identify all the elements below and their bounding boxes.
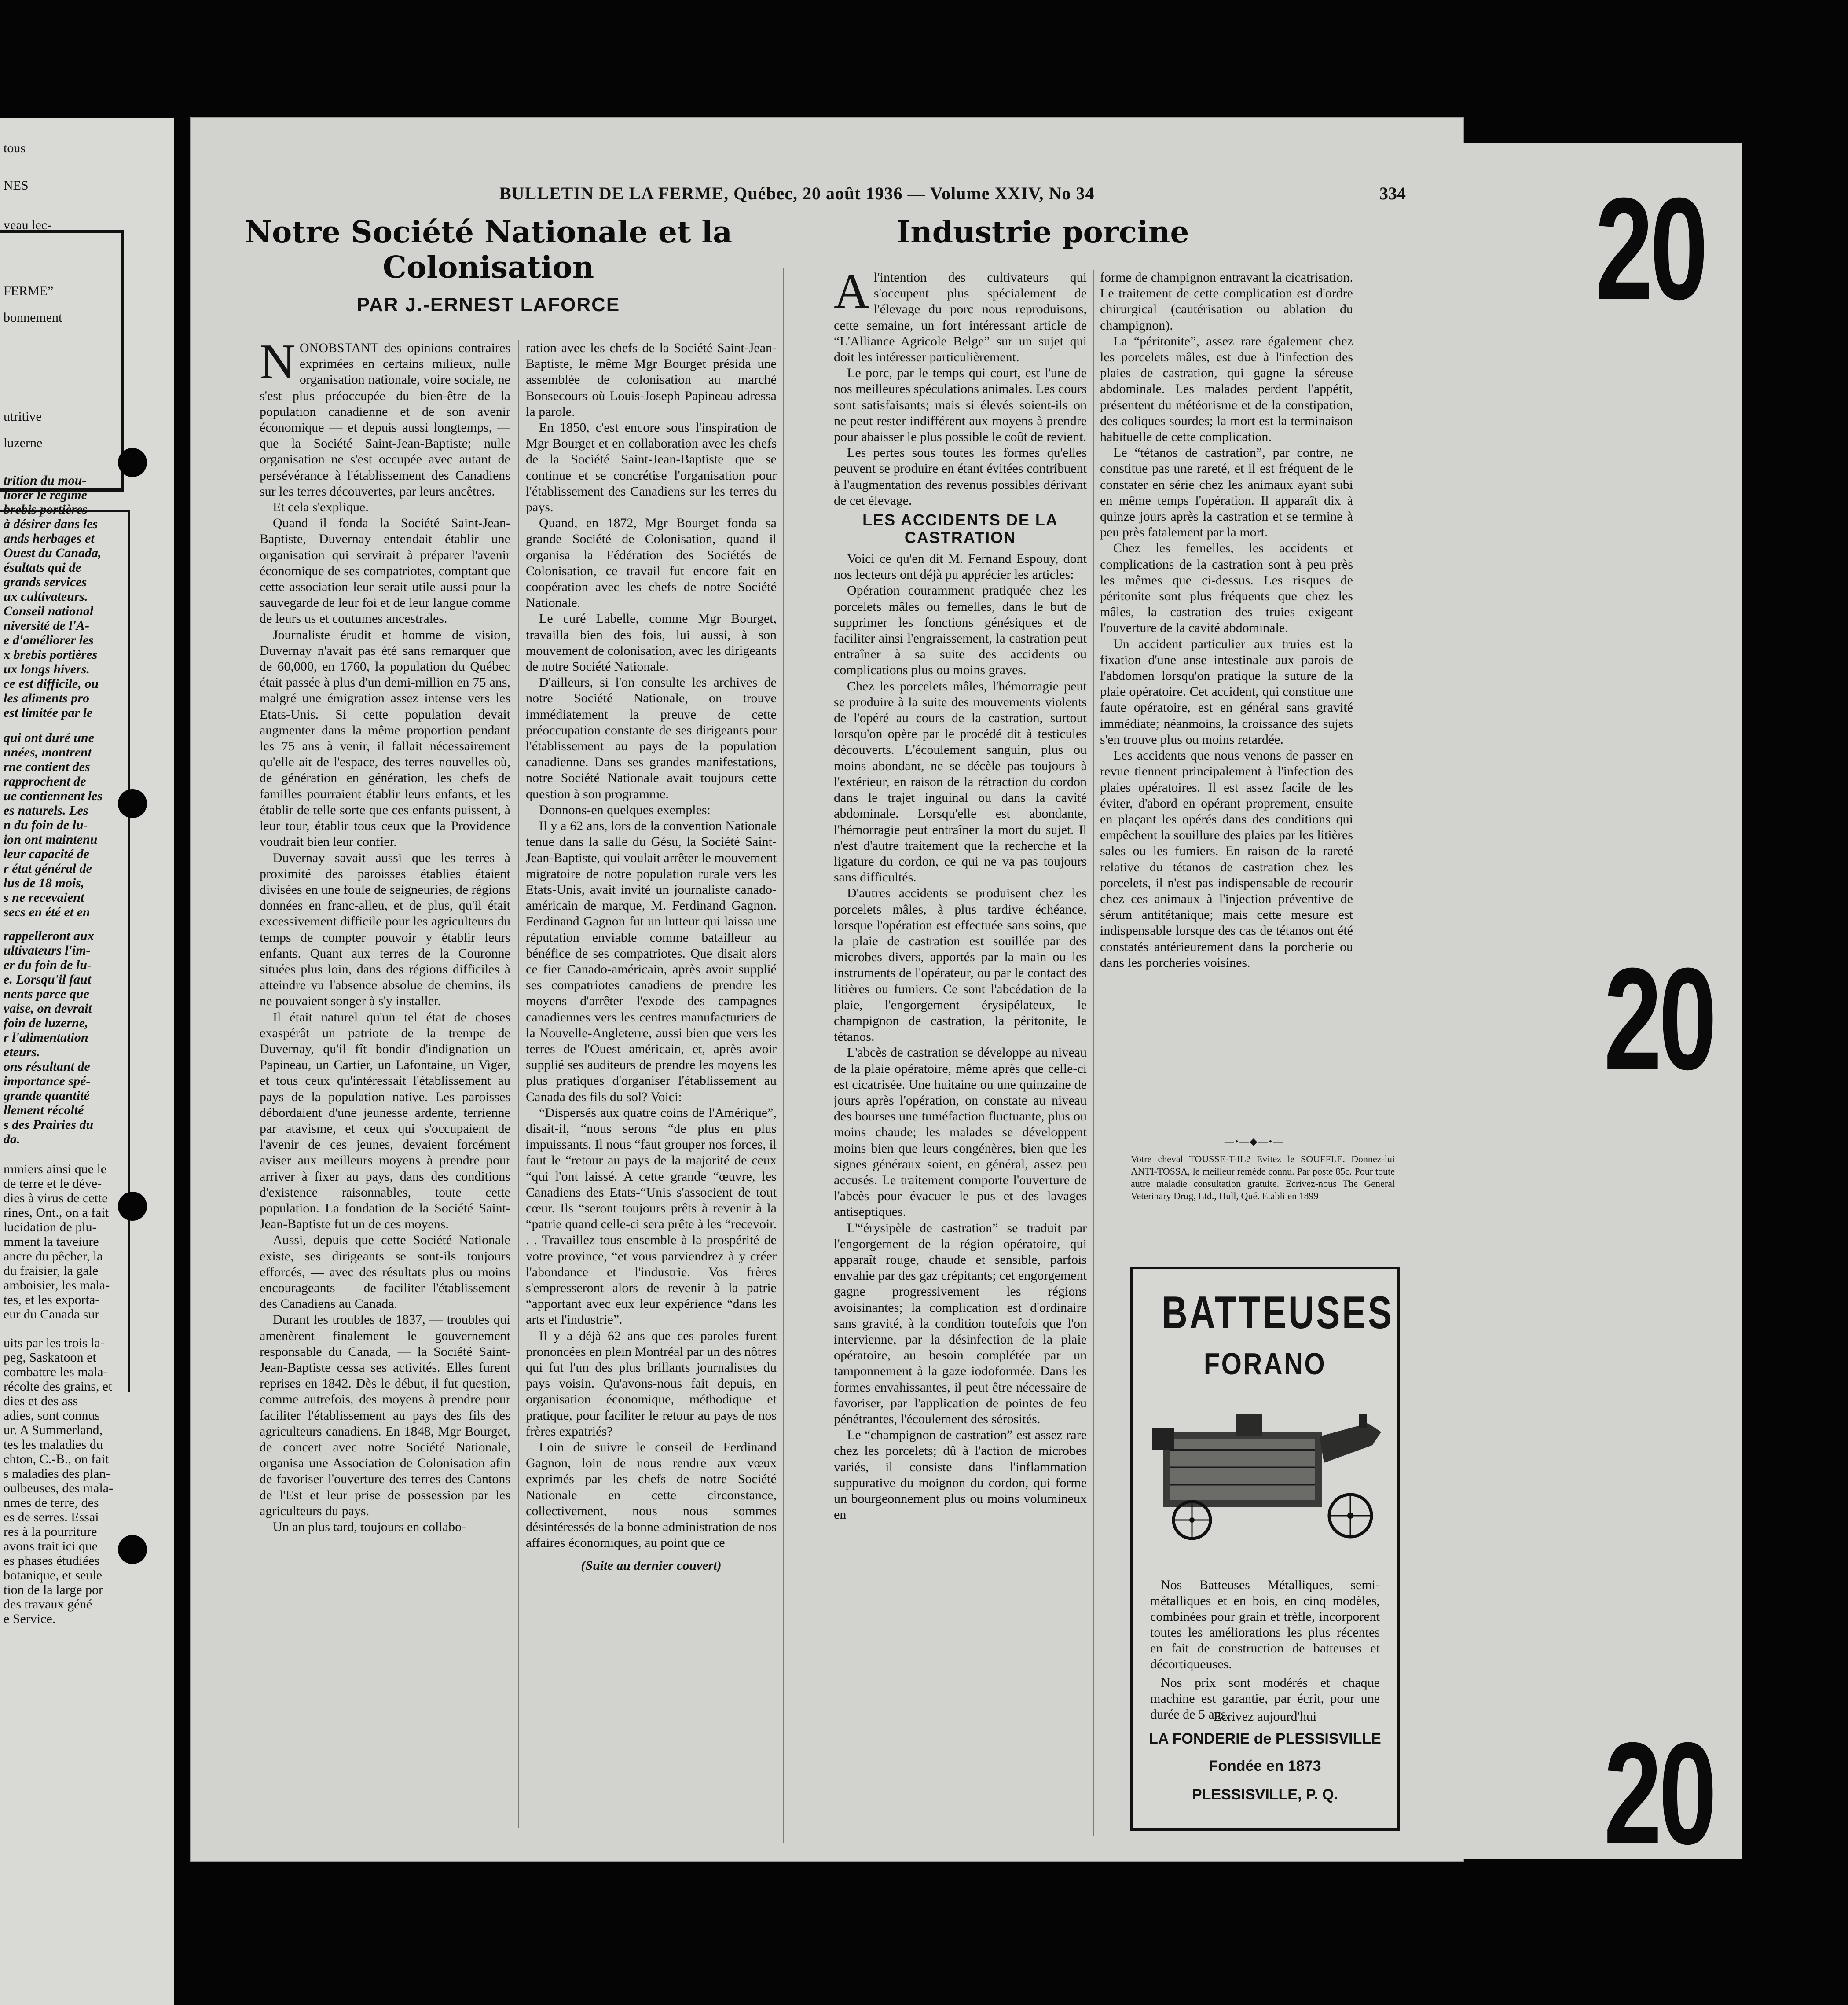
previous-page-line: rappelleront aux (4, 929, 94, 943)
article2-column-1-body (834, 551, 1087, 1523)
previous-page-line: niversité de l'A- (4, 618, 89, 633)
film-frame-number: 20 (1604, 1712, 1714, 1874)
previous-page-line: eteurs. (4, 1045, 40, 1059)
previous-page-line: s maladies des plan- (4, 1466, 110, 1481)
previous-page-line: da. (4, 1132, 20, 1146)
previous-page-line: nmes de terre, des (4, 1495, 99, 1510)
previous-page-line: combattre les mala- (4, 1365, 108, 1379)
previous-page-line: er du foin de lu- (4, 958, 92, 972)
previous-page-line: ésultats qui de (4, 560, 81, 575)
previous-page-line: res à la pourriture (4, 1524, 97, 1539)
paragraph: Et cela s'explique. (273, 500, 369, 515)
page-number: 334 (1379, 184, 1406, 203)
previous-page-line: est limitée par le (4, 705, 93, 720)
paragraph: D'autres accidents se produisent chez les porcelets mâles, à plus tardive échéance, lorsque l'opération est effectuée sans soins, que la plaie de castration est souillée par des microbes divers, apportés par la main ou les instruments de l'opérateur, ou par le contact des litières ou fumiers. Ce sont l'abcédation de la plaie, l'engorgement érysipélateux, le champignon de castration, la péritonite, le tétanos. (834, 886, 1087, 1044)
previous-page-line: tous (4, 141, 26, 155)
paragraph: Chez les femelles, les accidents et complications de la castration sont à peu près les mêmes que ci-dessus. Les risques de péritonite sont plus fréquents que chez les mâles, la castration des truies exigeant l'ouverture de la cavité abdominale. (1100, 541, 1353, 635)
paragraph: ration avec les chefs de la Société Saint-Jean-Baptiste, le même Mgr Bourget présida une assemblée de colonisation au marché Bonsecours où Louis-Joseph Papineau adressa la parole. (526, 341, 777, 419)
paragraph: Opération couramment pratiquée chez les porcelets mâles ou femelles, dans le but de supprimer les fonctions génésiques et de faciliter ainsi l'engraissement, la castration peut entraîner à sa suite des accidents ou complications plus ou moins graves. (834, 583, 1087, 678)
continued-note: (Suite au dernier couvert) (581, 1558, 722, 1573)
previous-page-line: peg, Saskatoon et (4, 1350, 96, 1365)
paragraph: Il y a déjà 62 ans que ces paroles furent prononcées en plein Montréal par un des nôtres qui fut l'un des plus brillants journalistes du pays voisin. Qu'avons-nous fait depuis, en organisation économique, méthodique et pratique, pour faciliter le retour au pays de nos frères expatriés? (526, 1328, 777, 1439)
previous-page-line: NES (4, 178, 29, 193)
previous-page-line: nnées, montrent (4, 745, 92, 760)
previous-page-strip (0, 118, 174, 2005)
paragraph: L'“érysipèle de castration” se traduit par l'engorgement de la région opératoire, qui apparaît rouge, chaude et sensible, parfois envahie par des gaz crépitants; cet engorgement gagne progressivement les régions avoisinantes; la complication est d'ordinaire sans gravité, à la condition toutefois que l'on intervienne, par la désinfection de la plaie opératoire, au besoin complétée par un tamponnement à la gaze iodoformée. Dans les formes envahissantes, il peut être nécessaire de favoriser, par l'application de pointes de feu pénétrantes, l'écoulement des sérosités. (834, 1220, 1087, 1427)
previous-page-line: ce est difficile, ou (4, 676, 99, 691)
article1-column-1 (260, 340, 510, 1836)
previous-page-line: ancre du pêcher, la (4, 1249, 103, 1263)
previous-page-line: e Service. (4, 1612, 56, 1626)
paragraph: l'intention des cultivateurs qui s'occupent plus spécialement de l'élevage du porc nous reproduisons, cette semaine, un fort intéressant article de “L'Alliance Agricole Belge” sur un sujet qui doit les intéresser particulièrement. (834, 270, 1087, 365)
article2-title: Industrie porcine (896, 215, 1189, 250)
ad-city: PLESSISVILLE, P. Q. (1192, 1786, 1338, 1803)
paragraph: Les pertes sous toutes les formes qu'elles peuvent se produire en étant évitées contribuent à l'augmentation des revenus possibles dérivant de cet élevage. (834, 445, 1087, 508)
previous-page-line: ands herbages et (4, 531, 95, 546)
previous-page-line: llement récolté (4, 1103, 84, 1117)
previous-page-line: e d'améliorer les (4, 633, 94, 647)
previous-page-line: Conseil national (4, 604, 94, 618)
previous-page-line: es phases étudiées (4, 1553, 100, 1568)
punch-hole (118, 448, 147, 477)
previous-page-line: mmiers ainsi que le (4, 1162, 107, 1176)
previous-page-line: es naturels. Les (4, 803, 88, 818)
column-rule (518, 340, 519, 1828)
article-title-line-1: Notre Société Nationale et la (244, 215, 733, 250)
previous-page-line: n du foin de lu- (4, 818, 88, 832)
previous-page-line: ultivateurs l'im- (4, 943, 91, 958)
previous-page-line: x brebis portières (4, 647, 98, 662)
punch-hole (118, 789, 147, 818)
previous-page-line: mment la taveiure (4, 1234, 99, 1249)
previous-page-line: avons trait ici que (4, 1539, 98, 1553)
paragraph: D'ailleurs, si l'on consulte les archives de notre Société Nationale, on trouve immédiatement la preuve de cette préoccupation constante de ses dirigeants pour l'établissement au pays de la population canadienne. Dans ses grandes manifestations, notre Société Nationale avait toujours cette question à son programme. (526, 675, 777, 801)
previous-page-line: des travaux géné (4, 1597, 92, 1612)
previous-page-line: chton, C.-B., on fait (4, 1452, 109, 1466)
previous-page-line: importance spé- (4, 1074, 91, 1088)
paragraph: Le porc, par le temps qui court, est l'une de nos meilleures spéculations animales. Les cours sont satisfaisants; mais si élevés soient-ils on ne peut rester indifférent aux moyens à prendre pour abaisser le plus possible le coût de revient. (834, 366, 1087, 444)
drop-cap: A (834, 270, 869, 319)
previous-page-line: ion ont maintenu (4, 832, 98, 847)
previous-page-line: r état général de (4, 861, 92, 876)
running-head: BULLETIN DE LA FERME, Québec, 20 août 1936 — Volume XXIV, No 34 (499, 184, 1095, 203)
previous-page-line: récolte des grains, et (4, 1379, 112, 1394)
previous-page-line: utritive (4, 409, 42, 424)
previous-page-line: leur capacité de (4, 847, 89, 861)
paragraph: Voici ce qu'en dit M. Fernand Espouy, dont nos lecteurs ont déjà pu apprécier les articles: (834, 551, 1087, 582)
previous-page-line: eur du Canada sur (4, 1307, 99, 1322)
previous-page-line: de terre et le déve- (4, 1176, 102, 1191)
previous-page-box (0, 230, 124, 492)
column-rule (1093, 270, 1094, 1836)
previous-page-line: oulbeuses, des mala- (4, 1481, 114, 1495)
previous-page-line: rines, Ont., on a fait (4, 1205, 109, 1220)
film-frame-number: 20 (1604, 937, 1714, 1100)
previous-page-line: tes, et les exporta- (4, 1293, 100, 1307)
paragraph: Le “champignon de castration” est assez rare chez les porcelets; dû à l'action de microbes variés, il consiste dans l'inflammation suppurative du moignon du cordon, qui forme un bourgeonnement plus ou moins volumineux en (834, 1428, 1087, 1522)
previous-page-line: veau lec- (4, 218, 52, 232)
paragraph: ONOBSTANT des opinions contraires exprimées en certains milieux, nulle organisation nationale, voire sociale, ne s'est plus préoccupée du bien-être de la population canadienne et de son avenir économique — et depuis aussi longtemps, — que la Société Saint-Jean-Baptiste; nulle organisation ne s'est occupée avec autant de persévérance à l'établissement des Canadiens sur les terres découvertes, par leurs ancêtres. (260, 341, 510, 499)
previous-page-line: à désirer dans les (4, 517, 98, 531)
punch-hole (118, 1192, 147, 1221)
previous-page-line: tes les maladies du (4, 1437, 103, 1452)
paragraph: Le curé Labelle, comme Mgr Bourget, travailla bien des fois, lui aussi, à son mouvement de colonisation, avec les dirigeants de notre Société Nationale. (526, 611, 777, 674)
paragraph: Duvernay savait aussi que les terres à proximité des paroisses établies étaient divisées en une foule de seigneuries, de régions données en franc-alleu, et de plus, qu'il était excessivement difficile pour les agriculteurs du temps de compter pouvoir y établir leurs enfants. Quant aux terres de la Couronne situées plus loin, dans des régions difficiles à atteindre vu l'absence absolue de chemins, ils ne pouvaient songer à s'y installer. (260, 850, 510, 1009)
article2-column-2-body (1100, 270, 1353, 971)
previous-page-line: es de serres. Essai (4, 1510, 99, 1524)
paragraph: Quand il fonda la Société Saint-Jean-Baptiste, Duvernay entendait établir une organisation qui servirait à préparer l'avenir économique de ses compatriotes, comptant que cette association leur serait utile aussi pour la sauvegarde de leur foi et de leur langue comme de leurs us et coutumes ancestrales. (260, 516, 510, 626)
threshing-machine-illustration (1144, 1397, 1386, 1564)
column-rule (783, 268, 784, 1843)
previous-page-line: tion de la large por (4, 1583, 103, 1597)
drop-cap: N (260, 340, 295, 389)
paragraph: Quand, en 1872, Mgr Bourget fonda sa grande Société de Colonisation, quand il organisa la Fédération des Sociétés de Colonisation, ce travail fut encore fait en coopération avec les chefs de notre Société Nationale. (526, 516, 777, 610)
previous-page-line: lus de 18 mois, (4, 876, 84, 890)
previous-page-line: luzerne (4, 436, 43, 450)
article-title-line-2: Colonisation (382, 250, 594, 285)
batteuses-advertisement (1130, 1267, 1400, 1831)
paragraph: forme de champignon entravant la cicatrisation. Le traitement de cette complication est d'ordre chirurgical (cautérisation ou ablation du champignon). (1100, 270, 1353, 333)
ad-company-name: LA FONDERIE de PLESSISVILLE (1149, 1730, 1381, 1747)
paragraph: En 1850, c'est encore sous l'inspiration de Mgr Bourget et en collaboration avec les chefs de la Société Saint-Jean-Baptiste que se continue et se concrétise l'organisation pour l'établissement des Canadiens sur les terres du pays. (526, 420, 777, 515)
punch-hole (118, 1535, 147, 1564)
previous-page-line: dies et des ass (4, 1394, 78, 1408)
previous-page-line: rne contient des (4, 760, 90, 774)
paragraph: La “péritonite”, assez rare également chez les porcelets mâles, est due à l'infection des plaies de castration, qui gagne la séreuse abdominale. Les malades perdent l'appétit, présentent du météorisme et de la constipation, des coliques sourdes; la mort est la terminaison habituelle de cette complication. (1100, 334, 1353, 444)
paragraph: Journaliste érudit et homme de vision, Duvernay n'avait pas été sans remarquer que de 60,000, en 1760, la population du Québec était passée à plus d'un demi-million en 75 ans, malgré une émigration assez intense vers les Etats-Unis. Si cette population devait augmenter dans la même proportion pendant les 75 ans à venir, il fallait nécessairement qu'elle ait de l'espace, des terres nouvelles où, de génération en génération, les chefs de familles pourraient établir leurs enfants, et les établir de telle sorte que ces enfants puissent, à leur tour, établir tous ceux que la Providence voudrait bien leur confier. (260, 627, 510, 849)
previous-page-line: brebis portières (4, 502, 88, 517)
article2-intro (834, 270, 1087, 509)
previous-page-line: vaise, on devrait (4, 1001, 92, 1016)
previous-page-line: bonnement (4, 310, 62, 325)
film-frame-number: 20 (1595, 167, 1705, 330)
previous-page-line: foin de luzerne, (4, 1016, 88, 1030)
paragraph: Il était naturel qu'un tel état de choses exaspérât un patriote de la trempe de Duvernay, qu'il fît bondir d'indignation un Papineau, un Cartier, un Lafontaine, un Viger, et tous ceux qu'intéressait l'établissement au pays de la population native. Les paroisses débordaient d'une jeunesse ardente, terrienne par atavisme, et ceux qui s'occupaient de l'avenir de ces jeunes, devaient forcément aviser aux meilleurs moyens à prendre pour arriver à fixer au pays, dans des conditions d'existence raisonnables, toute cette population. La fondation de la Société Saint-Jean-Baptiste fut un de ces moyens. (260, 1010, 510, 1232)
ad-title: BATTEUSES (1162, 1287, 1394, 1338)
previous-page-line: grande quantité (4, 1088, 90, 1103)
previous-page-line: du fraisier, la gale (4, 1263, 99, 1278)
previous-page-line: ue contiennent les (4, 789, 103, 803)
paragraph: “Dispersés aux quatre coins de l'Amérique”, disait-il, “nous serons “de plus en plus impuissants. Il nous “faut grouper nos forces, il faut le “retour au pays de la majorité de ceux “qui l'ont laissé. A cette grande “œuvre, les Canadiens des Etats-“Unis s'associent de tout cœur. Ils “seront toujours prêts à revenir à la “patrie quand celle-ci sera prête à les “recevoir. . . Travaillez tous ensemble à la prospérité de votre province, “et vous parviendrez à y créer l'abondance et l'industrie. Vos frères s'empresseront alors de revenir à la patrie “apportant avec eux leur expérience “dans les arts et l'industrie”. (526, 1105, 777, 1327)
previous-page-line: s ne recevaient (4, 890, 84, 905)
previous-page-line: uits par les trois la- (4, 1336, 105, 1350)
paragraph: Le “tétanos de castration”, par contre, ne constitue pas une rareté, et il est fréquent de le constater en série chez les animaux ayant subi en même temps l'opération. Il apparaît dix à quinze jours après la castration et se termine à peu près fatalement par la mort. (1100, 445, 1353, 540)
paragraph: Aussi, depuis que cette Société Nationale existe, ses dirigeants se sont-ils toujours efforcés, — avec des résultats plus ou moins encourageants — de faciliter l'établissement des Canadiens au Canada. (260, 1233, 510, 1311)
previous-page-line: liorer le régime (4, 488, 87, 502)
ornament-rule: —•—◆—•— (1224, 1136, 1284, 1147)
previous-page-line: adies, sont connus (4, 1408, 100, 1423)
ad-paragraph: Nos prix sont modérés et chaque machine est garantie, par écrit, pour une durée de 5 ans. (1150, 1675, 1380, 1722)
paragraph: Il y a 62 ans, lors de la convention Nationale tenue dans la salle du Gésu, la Société Saint-Jean-Baptiste, qui voulait arrêter le mouvement migratoire de notre population rurale vers les Etats-Unis, avait invité un journaliste canado-américain de marque, M. Ferdinand Gagnon. Ferdinand Gagnon fut un lutteur qui laissa une réputation enviable comme batailleur au bénéfice de ses compatriotes. Que disait alors ce fier Canado-américain, après avoir supplié ses compatriotes canadiens de prendre les moyens d'arrêter l'exode des campagnes canadiennes vers les centres manufacturiers de la Nouvelle-Angleterre, aussi bien que vers les terres de l'Ouest américain, et, après avoir supplié ses auditeurs de prendre les moyens les plus pratiques d'organiser l'établissement au Canada des fils du sol? Voici: (526, 819, 777, 1104)
ad-call-to-action: Ecrivez aujourd'hui (1213, 1709, 1317, 1724)
ad-founded-year: Fondée en 1873 (1209, 1758, 1321, 1774)
paragraph: Un an plus tard, toujours en collabo- (273, 1520, 466, 1535)
paragraph: Loin de suivre le conseil de Ferdinand Gagnon, loin de nous rendre aux vœux exprimés par les chefs de notre Société Nationale en cette circonstance, collectivement, nous nous sommes désintéressés de la bonne administration de nos affaires économiques, au point que ce (526, 1440, 777, 1550)
previous-page-line: botanique, et seule (4, 1568, 103, 1583)
article1-column-2 (526, 340, 777, 1847)
ad-paragraph: Nos Batteuses Métalliques, semi-métalliques et en bois, en cinq modèles, combinées pour grain et trèfle, incorporent toutes les améliorations les plus récentes en fait de construction de batteuses et décortiqueuses. (1150, 1578, 1380, 1671)
previous-page-line: les aliments pro (4, 691, 90, 705)
previous-page-line: nents parce que (4, 987, 89, 1001)
previous-page-line: s des Prairies du (4, 1117, 94, 1132)
previous-page-line: ons résultant de (4, 1059, 90, 1074)
ad-subtitle: FORANO (1203, 1347, 1327, 1381)
article2-column-1 (834, 270, 1087, 1845)
previous-page-line: trition du mou- (4, 473, 87, 488)
article1-column-2-body (526, 340, 777, 1551)
paragraph: Un accident particulier aux truies est la fixation d'une anse intestinale aux parois de l'abdomen lorsqu'on pratique la suture de la plaie opératoire. Cet accident, qui constitue une faute opératoire, est en général sans gravité immédiate; néanmoins, la croissance des sujets s'en trouve plus ou moins retardée. (1100, 636, 1353, 747)
previous-page-line: Ouest du Canada, (4, 546, 102, 560)
previous-page-line: FERME” (4, 284, 54, 298)
previous-page-line: ur. A Summerland, (4, 1423, 103, 1437)
paragraph: Donnons-en quelques exemples: (539, 802, 711, 817)
previous-page-line: ux cultivateurs. (4, 589, 88, 604)
paragraph: Chez les porcelets mâles, l'hémorragie peut se produire à la suite des mouvements violents de l'opéré au cours de la castration, surtout lorsqu'on opère par le procédé dit à testicules découverts. L'écoulement sanguin, plus ou moins abondant, ne se décèle pas toujours à l'extérieur, en raison de la rétraction du cordon dans le trajet inguinal ou dans la cavité abdominale. Lorsqu'elle est abondante, l'hémorragie peut entraîner la mort du sujet. Il n'est d'autre traitement que la recherche et la ligature du cordon, ce qui ne va pas toujours sans difficultés. (834, 679, 1087, 885)
article2-column-2 (1100, 270, 1353, 1238)
previous-page-line: lucidation de plu- (4, 1220, 97, 1234)
ad-body (1150, 1577, 1380, 1725)
article-title (218, 215, 759, 285)
previous-page-line: r l'alimentation (4, 1030, 88, 1045)
veterinary-ad: Votre cheval TOUSSE-T-IL? Evitez le SOUFFLE. Donnez-lui ANTI-TOSSA, le meilleur remède connu. Par poste 85c. Pour toute autre maladie consultation gratuite. Ecrivez-nous The General Veterinary Drug, Ltd., Hull, Qué. Etabli en 1899 (1131, 1153, 1395, 1201)
paragraph: L'abcès de castration se développe au niveau de la plaie opératoire, même après que celle-ci est cicatrisée. Une huitaine ou une quinzaine de jours après l'opération, on constate au niveau des bourses une tuméfaction fluctuante, plus ou moins chaude; les malades se développent moins bien que leurs congénères, bien que les signes généraux soient, en général, assez peu accusés. Le traitement comporte l'ouverture de l'abcès pour évacuer le pus et des lavages antiseptiques. (834, 1045, 1087, 1219)
article-byline: PAR J.-ERNEST LAFORCE (356, 294, 620, 316)
previous-page-line: ux longs hivers. (4, 662, 90, 676)
paragraph: Les accidents que nous venons de passer en revue tiennent principalement à l'infection des plaies opératoires. Il est assez facile de les éviter, d'abord en opérant proprement, ensuite en plaçant les opérés dans des conditions qui empêchent la souillure des plaies par les litières sales ou les fumiers. En raison de la rareté relative du tétanos de castration chez les porcelets, il n'est pas indispensable de recourir chez ces animaux à l'injection préventive de sérum antitétanique; mais cette mesure est indispensable lorsque des cas de tétanos ont été constatés antérieurement dans la porcherie ou dans les porcheries voisines. (1100, 748, 1353, 970)
section-subhead: LES ACCIDENTS DE LA CASTRATION (862, 511, 1058, 547)
article1-column-1-body (260, 340, 510, 1535)
paragraph: Durant les troubles de 1837, — troubles qui amenèrent finalement le gouvernement responsable du Canada, — la Société Saint-Jean-Baptiste cessa ses activités. Elles furent reprises en 1842. Dès le début, il fut question, comme autrefois, des moyens à prendre pour faciliter l'établissement au pays des fils des agriculteurs canadiens. En 1848, Mgr Bourget, de concert avec notre Société Nationale, organisa une Association de Colonisation afin de favoriser l'ouverture des terres des Cantons de l'Est et leur prise de possession par les agriculteurs du pays. (260, 1312, 510, 1518)
previous-page-line: e. Lorsqu'il faut (4, 972, 92, 987)
previous-page-line: dies à virus de cette (4, 1191, 108, 1205)
previous-page-line: rapprochent de (4, 774, 86, 789)
previous-page-line: secs en été et en (4, 905, 90, 919)
previous-page-line: grands services (4, 575, 87, 589)
previous-page-line: amboisier, les mala- (4, 1278, 110, 1293)
previous-page-line: qui ont duré une (4, 731, 94, 745)
